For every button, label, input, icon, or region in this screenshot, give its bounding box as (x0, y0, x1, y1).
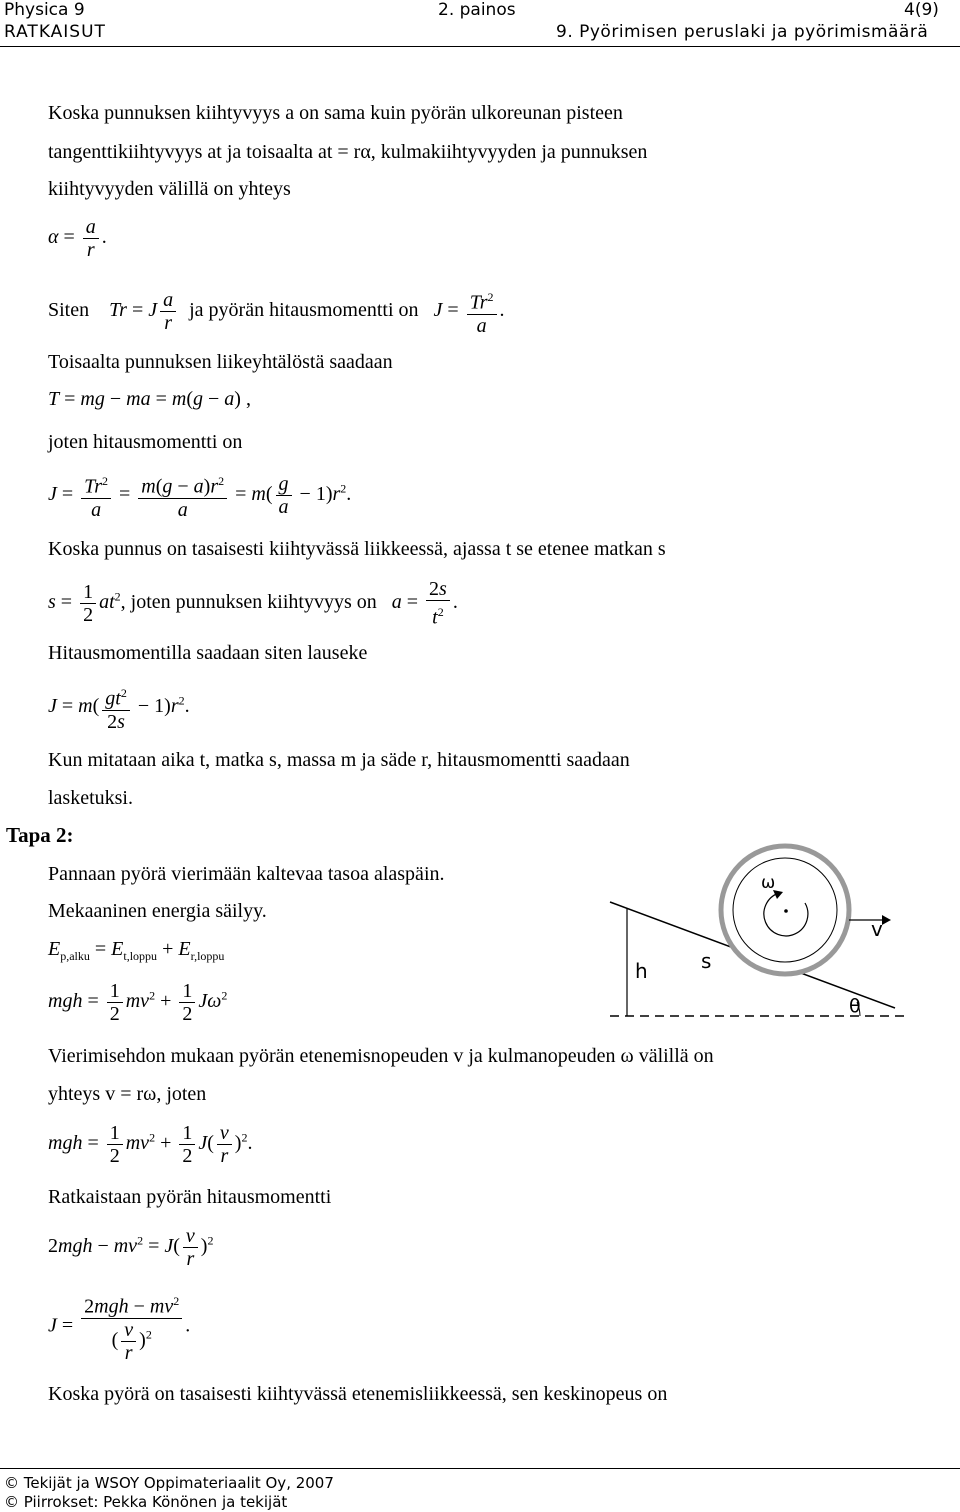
header-right-top: 4(9) (904, 0, 939, 20)
kun-line-2: lasketuksi. (48, 787, 133, 809)
equation-mgh-3: $2mgh - mv^2 = J$( $\frac{v}{r}$ )$^2$ (48, 1225, 214, 1270)
header-center-top: 2. painos (438, 0, 516, 20)
joten-kiihtyvyys-text: , joten punnuksen kiihtyvyys on (120, 590, 377, 613)
rolling-wheel-figure (605, 820, 905, 1040)
header-left-top: Physica 9 (4, 0, 85, 20)
equation-inertia-1: J = $\frac{Tr^2}{a}$ = $\frac{m(g - a)r^2}{a}$ = m( $\frac{g}{a}$ − $1)r^2$. (48, 472, 352, 521)
equation-inertia-3: J = $2mgh - mv^2$ ( $\frac{v}{r}$ )$^2$ . (48, 1294, 191, 1364)
equation-alpha: α = $\frac{a}{r}$ . (48, 216, 107, 261)
koska-punnus-text: Koska punnus on tasaisesti kiihtyvässä liikkeessä, ajassa t se etenee matkan s (48, 538, 666, 560)
theta-label: θ (849, 995, 861, 1017)
equation-distance: s = $\frac{1}{2}$ $at^2$, joten punnuksen kiihtyvyys on a = $\frac{2s}{t^2}$ . (48, 578, 458, 629)
header-rule (0, 46, 960, 47)
paragraph-1-line-1: Koska punnuksen kiihtyvyys a on sama kuin pyörän ulkoreunan pisteen (48, 102, 623, 124)
toisaalta-text: Toisaalta punnuksen liikeyhtälöstä saadaan (48, 351, 393, 373)
h-label: h (635, 959, 648, 983)
footer-rule (0, 1468, 960, 1469)
siten-text: ja pyörän hitausmomentti on (189, 298, 419, 321)
header-right-bottom: 9. Pyörimisen peruslaki ja pyörimismäärä (556, 22, 929, 42)
vierim-line-1: Vierimisehdon mukaan pyörän etenemisnopeuden v ja kulmanopeuden ω välillä on (48, 1045, 714, 1067)
koska-pyora-text: Koska pyörä on tasaisesti kiihtyvässä etenemisliikkeessä, sen keskinopeus on (48, 1383, 668, 1405)
paragraph-1-line-3: kiihtyvyyden välillä on yhteys (48, 178, 291, 200)
header-left-bottom: RATKAISUT (4, 22, 106, 42)
s-label: s (701, 949, 712, 973)
kun-line-1: Kun mitataan aika t, matka s, massa m ja säde r, hitausmomentti saadaan (48, 749, 630, 771)
footer-line-2: © Piirrokset: Pekka Könönen ja tekijät (4, 1493, 288, 1511)
tapa-2-heading: Tapa 2: (6, 823, 74, 847)
omega-label: ω (761, 873, 776, 893)
ratkaistaan-text: Ratkaistaan pyörän hitausmomentti (48, 1186, 332, 1208)
equation-energy: $E_{p,alku} = E_{t,loppu} + E_{r,loppu}$ (48, 938, 225, 963)
equation-mgh-2: mgh = $\frac{1}{2}$ $mv^2$ + $\frac{1}{2}$ J( $\frac{v}{r}$ )$^2$. (48, 1122, 253, 1167)
pannaan-text: Pannaan pyörä vierimään kaltevaa tasoa alaspäin. (48, 863, 445, 885)
v-label: v (871, 917, 883, 941)
wheel-center (784, 909, 788, 913)
siten-label: Siten (48, 298, 90, 321)
equation-inertia-2: J = m( $\frac{gt^2}{2s}$ − $1)r^2$. (48, 686, 190, 733)
mekaaninen-text: Mekaaninen energia säilyy. (48, 900, 267, 922)
equation-siten: Siten Tr = J $\frac{a}{r}$ ja pyörän hitausmomentti on J = $\frac{Tr^2}{a}$ . (48, 288, 505, 337)
paragraph-1-line-2: tangenttikiihtyvyys at ja toisaalta at = rα, kulmakiihtyvyyden ja punnuksen (48, 141, 648, 163)
footer-line-1: © Tekijät ja WSOY Oppimateriaalit Oy, 2007 (4, 1474, 334, 1492)
hitaus-lause-text: Hitausmomentilla saadaan siten lauseke (48, 642, 368, 664)
joten-text: joten hitausmomentti on (48, 431, 243, 453)
equation-mgh-1: mgh = $\frac{1}{2}$ $mv^2$ + $\frac{1}{2}$ $J\omega^2$ (48, 980, 228, 1025)
velocity-arrowhead (882, 915, 891, 925)
vierim-line-2: yhteys v = rω, joten (48, 1083, 207, 1105)
equation-tension: T = mg − ma = m(g − a) , (48, 388, 251, 410)
